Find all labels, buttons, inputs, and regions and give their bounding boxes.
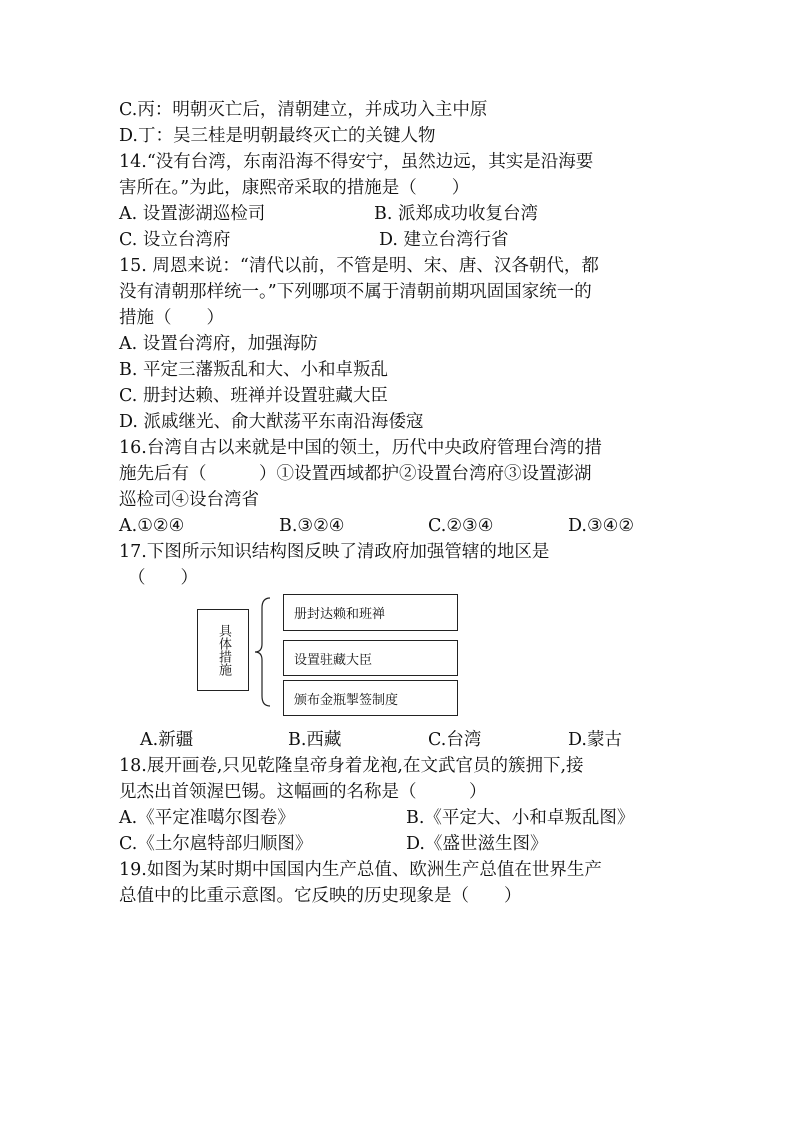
option-d: D.蒙古	[568, 730, 622, 750]
option-d: D.③④②	[568, 516, 635, 536]
option-a: A.《平定准噶尔图卷》	[119, 808, 295, 828]
option-c: C.②③④	[428, 516, 494, 536]
question-17-text: 17.下图所示知识结构图反映了清政府加强管辖的地区是	[119, 542, 550, 562]
option-c: C. 设立台湾府	[119, 230, 231, 250]
option-b: B. 派郑成功收复台湾	[374, 204, 538, 224]
option-a: A.新疆	[140, 730, 194, 750]
question-18-text: 见杰出首领渥巴锡。这幅画的名称是（ ）	[119, 782, 487, 802]
option-b: B.西藏	[288, 730, 342, 750]
option-a: A. 设置台湾府，加强海防	[119, 334, 318, 354]
question-16-text: 巡检司④设台湾省	[119, 490, 259, 510]
question-18-text: 18.展开画卷,只见乾隆皇帝身着龙袍,在文武官员的簇拥下,接	[119, 756, 584, 776]
question-15-text: 15. 周恩来说：“清代以前，不管是明、宋、唐、汉各朝代，都	[119, 256, 599, 276]
option-b: B.《平定大、小和卓叛乱图》	[406, 808, 635, 828]
question-17-text: （ ）	[128, 568, 198, 588]
diagram-item: 设置驻藏大臣	[283, 640, 458, 676]
option-d: D. 建立台湾行省	[379, 230, 509, 250]
question-19-text: 总值中的比重示意图。它反映的历史现象是（ ）	[119, 886, 522, 906]
question-15-text: 措施（ ）	[119, 308, 224, 328]
option-b: B.③②④	[279, 516, 345, 536]
option-a: A. 设置澎湖巡检司	[119, 204, 266, 224]
option-line: C.丙：明朝灭亡后，清朝建立，并成功入主中原	[119, 100, 488, 120]
question-19-text: 19.如图为某时期中国国内生产总值、欧洲生产总值在世界生产	[119, 860, 602, 880]
option-c: C. 册封达赖、班禅并设置驻藏大臣	[119, 386, 388, 406]
question-14-text: 害所在。”为此，康熙帝采取的措施是（ ）	[119, 178, 470, 198]
question-14-text: 14.“没有台湾，东南沿海不得安宁，虽然边远，其实是沿海要	[119, 152, 594, 172]
diagram-item: 颁布金瓶掣签制度	[283, 680, 458, 716]
brace-icon	[252, 596, 272, 708]
option-c: C.《土尔扈特部归顺图》	[119, 834, 313, 854]
diagram-label-box	[197, 609, 249, 691]
question-15-text: 没有清朝那样统一。”下列哪项不属于清朝前期巩固国家统一的	[119, 282, 592, 302]
diagram-item: 册封达赖和班禅	[283, 594, 458, 631]
question-16-text: 16.台湾自古以来就是中国的领土，历代中央政府管理台湾的措	[119, 438, 602, 458]
question-16-text: 施先后有（ ）①设置西域都护②设置台湾府③设置澎湖	[119, 464, 592, 484]
option-a: A.①②④	[119, 516, 185, 536]
option-b: B. 平定三藩叛乱和大、小和卓叛乱	[119, 360, 388, 380]
option-c: C.台湾	[428, 730, 482, 750]
option-line: D.丁：吴三桂是明朝最终灭亡的关键人物	[119, 126, 436, 146]
diagram-label: 具体措施	[216, 624, 231, 676]
option-d: D.《盛世滋生图》	[406, 834, 548, 854]
option-d: D. 派戚继光、俞大猷荡平东南沿海倭寇	[119, 412, 424, 432]
